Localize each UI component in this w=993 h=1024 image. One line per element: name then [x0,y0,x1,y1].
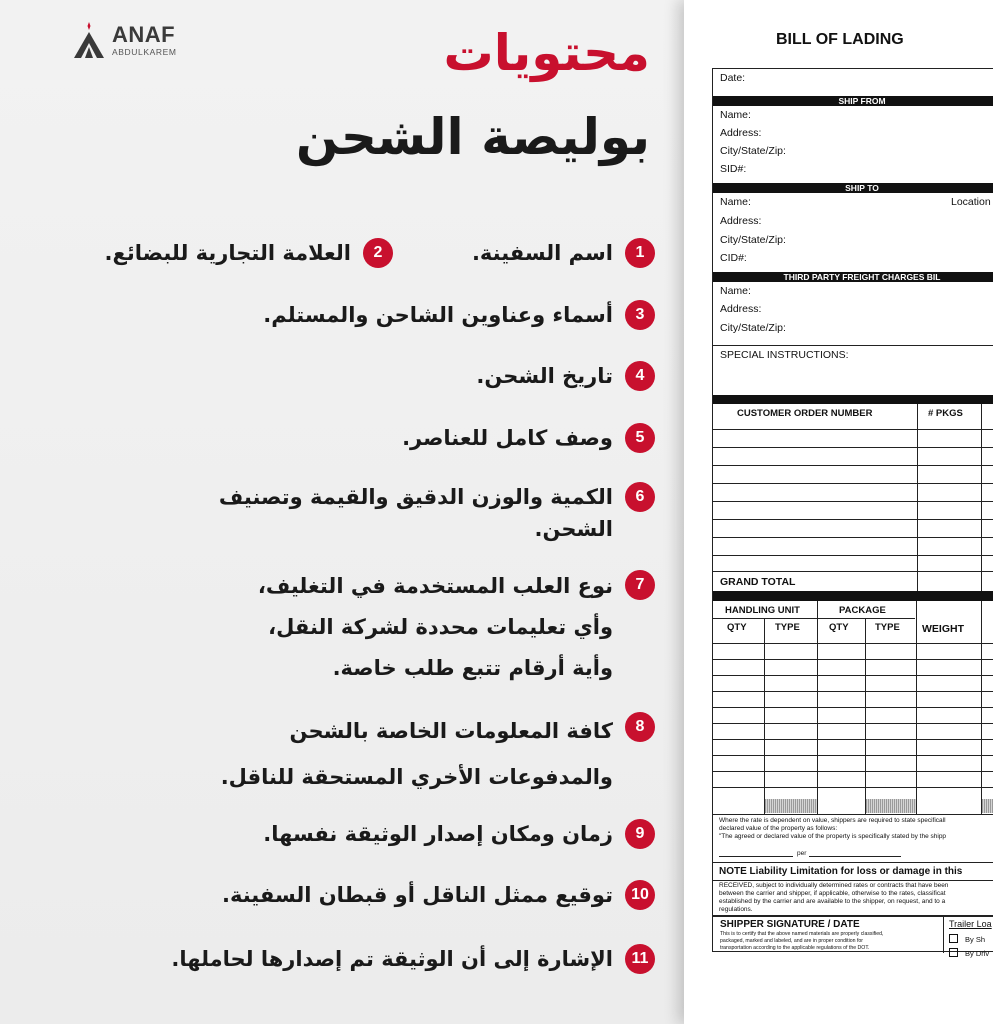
special-instructions-label: SPECIAL INSTRUCTIONS: [720,349,849,361]
item-text: اسم السفينة. [471,241,613,265]
type-header-2: TYPE [875,622,900,633]
divider [713,880,993,881]
column-divider [981,404,982,591]
order-info-bar [713,395,993,404]
item-text: توقيع ممثل الناقل أو قبطان السفينة. [222,883,613,907]
third-party-name-label: Name: [720,285,751,297]
liability-note: NOTE Liability Limitation for loss or damage in this [719,866,963,877]
divider [713,915,993,917]
column-divider [865,618,866,814]
handling-unit-header: HANDLING UNIT [725,605,800,616]
item-number-badge: 10 [625,880,655,910]
grayed-cell [982,799,993,813]
row-line [713,787,993,788]
list-item-7 [258,566,655,689]
per-label: per [797,850,807,857]
shipper-cert-line3: transportation according to the applicable regulations of the DOT. [720,945,870,951]
row-line [713,537,993,538]
grand-total-label: GRAND TOTAL [720,576,796,588]
row-line [713,483,993,484]
item-number-badge: 8 [625,712,655,742]
row-line [713,659,993,660]
divider [713,345,993,346]
brand-name: ANAF [112,21,176,47]
item-text: أسماء وعناوين الشاحن والمستلم. [263,303,613,327]
row-line [713,643,993,644]
location-label: Location [951,196,991,208]
row-line [713,771,993,772]
item-text [258,566,613,689]
shipper-signature-label: SHIPPER SIGNATURE / DATE [720,919,860,930]
row-line [713,814,993,815]
item-text [221,708,613,800]
row-line [713,707,993,708]
grayed-cell [866,799,916,813]
list-item-5 [402,419,655,457]
list-item-4 [476,357,655,395]
by-driver-label: By Driv [965,949,990,958]
item-text: الإشارة إلى أن الوثيقة تم إصدارها لحاملها. [171,947,613,971]
cid-label: CID#: [720,252,747,264]
qty-header-1: QTY [727,622,747,633]
list-item-9 [263,815,655,853]
ship-from-bar: SHIP FROM [713,96,993,106]
value-line [719,856,793,857]
sid-label: SID#: [720,163,747,175]
ship-to-address-label: Address: [720,215,762,227]
item-line: نوع العلب المستخدمة في التغليف، [257,574,613,598]
item-text: تاريخ الشحن. [476,364,613,388]
page-title-line1: محتويات [443,24,650,82]
item-text: زمان ومكان إصدار الوثيقة نفسها. [263,822,613,846]
row-line [713,723,993,724]
row-line [713,429,993,430]
logo-mark-icon [72,20,106,60]
carrier-info-bar [713,591,993,601]
item-number-badge: 6 [625,482,655,512]
package-header: PACKAGE [839,605,886,616]
row-line [713,571,993,572]
item-line: كافة المعلومات الخاصة بالشحن [289,719,613,743]
item-number-badge: 3 [625,300,655,330]
third-party-address-label: Address: [720,303,762,315]
list-item-10 [222,876,655,914]
ship-from-name-label: Name: [720,109,751,121]
list-item-11 [171,940,655,978]
item-number-badge: 4 [625,361,655,391]
ship-to-name-label: Name: [720,196,751,208]
ship-from-address-label: Address: [720,127,762,139]
row-line [713,519,993,520]
rate-note-line2: declared value of the property as follows: [719,825,838,832]
row-line [713,447,993,448]
pkgs-header: # PKGS [928,408,963,419]
item-number-badge: 2 [363,238,393,268]
bol-title: BILL OF LADING [776,31,904,48]
column-divider [764,618,765,814]
header-line [713,618,915,619]
date-label: Date: [720,72,746,84]
row-line [713,555,993,556]
list-item-6 [219,478,655,548]
ship-to-city-label: City/State/Zip: [720,234,786,246]
received-line4: regulations. [719,906,753,913]
item-number-badge: 5 [625,423,655,453]
row-line [713,739,993,740]
item-number-badge: 9 [625,819,655,849]
list-item-1 [472,234,655,272]
qty-header-2: QTY [829,622,849,633]
rate-note-line3: "The agreed or declared value of the property is specifically stated by the shipp [719,833,947,840]
divider [713,862,993,863]
item-text [219,478,613,548]
page-title-line2: بوليصة الشحن [295,108,650,166]
item-text: وصف كامل للعناصر. [402,426,613,450]
received-line2: between the carrier and shipper, if applicable, otherwise to the rates, classificat [719,890,946,897]
by-shipper-checkbox[interactable] [949,934,958,943]
customer-order-number-header: CUSTOMER ORDER NUMBER [737,408,873,419]
row-line [713,691,993,692]
third-party-city-label: City/State/Zip: [720,322,786,334]
weight-header: WEIGHT [922,623,964,635]
trailer-loaded-label: Trailer Loa [949,919,992,929]
brand-subtitle: ABDULKAREM [112,46,177,57]
per-line [809,856,901,857]
row-line [713,501,993,502]
row-line [713,465,993,466]
item-line: وأية أرقام تتبع طلب خاصة. [332,656,613,680]
item-number-badge: 11 [625,944,655,974]
item-line: الشحن. [534,517,613,541]
received-line3: established by the carrier and are available to the shipper, on request, and to a [719,898,946,905]
item-number-badge: 7 [625,570,655,600]
grayed-cell [765,799,817,813]
row-line [713,755,993,756]
ship-to-bar: SHIP TO [713,183,993,193]
item-line: والمدفوعات الأخري المستحقة للناقل. [220,765,613,789]
bol-form [712,68,993,958]
item-line: الكمية والوزن الدقيق والقيمة وتصنيف [218,485,613,509]
type-header-1: TYPE [775,622,800,633]
rate-note-line1: Where the rate is dependent on value, shippers are required to state specificall [719,817,946,824]
list-item-8 [221,708,655,800]
received-line1: RECEIVED, subject to individually determined rates or contracts that have been [719,882,949,889]
shipper-cert-line1: This is to certify that the above named materials are properly classified, [720,931,884,937]
item-text: العلامة التجارية للبضائع. [104,241,351,265]
by-shipper-label: By Sh [965,935,986,944]
column-divider [917,404,918,591]
list-item-2 [105,234,393,272]
item-number-badge: 1 [625,238,655,268]
shipper-cert-line2: packaged, marked and labeled, and are in proper condition for [720,938,864,944]
list-item-3 [263,296,655,334]
column-divider [943,917,944,953]
item-line: وأي تعليمات محددة لشركة النقل، [268,615,613,639]
third-party-bar: THIRD PARTY FREIGHT CHARGES BIL [713,272,993,282]
ship-from-city-label: City/State/Zip: [720,145,786,157]
brand-logo [72,20,177,60]
row-line [713,675,993,676]
by-driver-checkbox[interactable] [949,948,958,957]
